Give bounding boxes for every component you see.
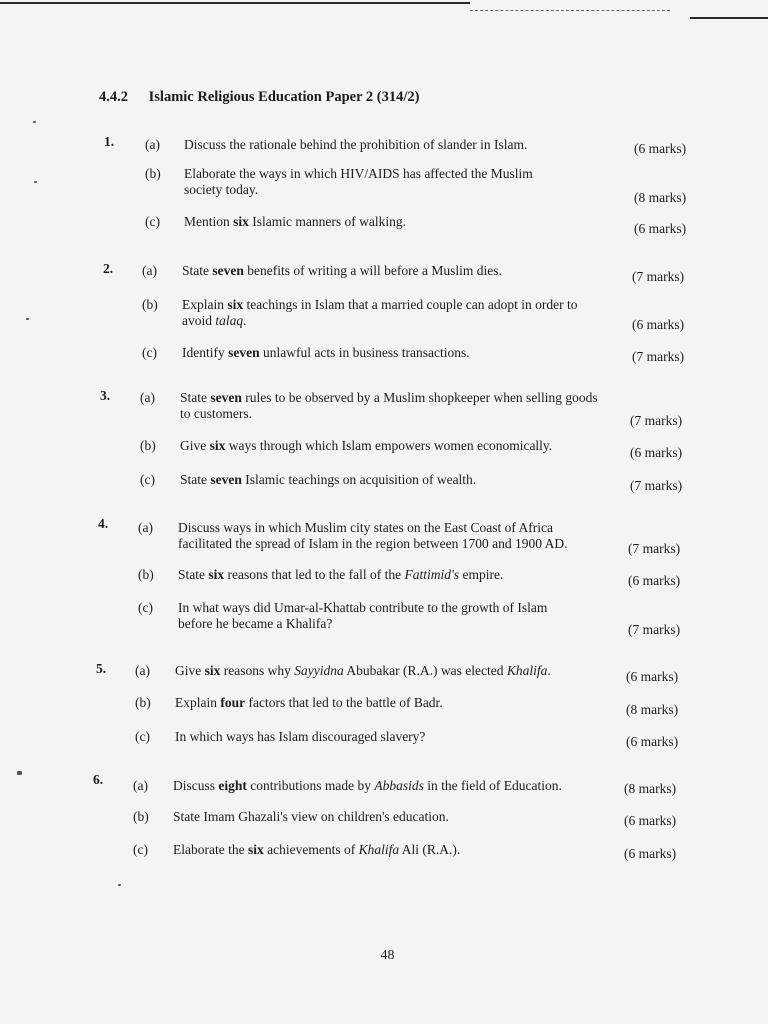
emphasis-bold: six [209, 438, 226, 453]
marks-allocation: (8 marks) [624, 781, 677, 796]
emphasis-bold: four [220, 695, 246, 710]
part-label: (b) [138, 567, 154, 582]
scan-speck [34, 181, 37, 183]
question-number: 6. [93, 772, 104, 787]
marks-allocation: (6 marks) [626, 669, 679, 684]
page-number: 48 [380, 948, 395, 963]
paper-title: Islamic Religious Education Paper 2 (314/2) [148, 89, 420, 105]
marks-allocation: (6 marks) [624, 813, 677, 828]
part-label: (a) [142, 263, 157, 278]
marks-allocation: (6 marks) [626, 734, 679, 749]
marks-allocation: (6 marks) [632, 317, 685, 332]
marks-allocation: (6 marks) [628, 573, 681, 588]
emphasis-italic: Khalifa [506, 663, 548, 678]
emphasis-italic: Khalifa [358, 842, 400, 857]
emphasis-italic: Fattimid's [404, 567, 460, 582]
question-number: 2. [103, 261, 114, 276]
emphasis-italic: Abbasids [374, 778, 424, 793]
emphasis-bold: six [247, 842, 264, 857]
scan-speck [17, 771, 22, 775]
marks-allocation: (7 marks) [628, 541, 681, 556]
part-label: (b) [145, 166, 161, 181]
emphasis-italic: talaq [215, 313, 244, 328]
scan-speck [26, 318, 29, 320]
part-label: (c) [135, 729, 150, 744]
question-text: State seven benefits of writing a will before a Muslim dies. [182, 263, 502, 278]
question-text: Discuss the rationale behind the prohibition of slander in Islam. [184, 137, 528, 152]
scan-speck [118, 884, 121, 886]
emphasis-bold: six [233, 214, 249, 229]
question-number: 3. [100, 388, 111, 403]
marks-allocation: (7 marks) [630, 413, 683, 428]
question-text: Explain four factors that led to the battle of Badr. [175, 695, 443, 710]
question-text: Elaborate the ways in which HIV/AIDS has affected the Muslim society today. [184, 166, 533, 197]
part-label: (b) [142, 297, 158, 312]
marks-allocation: (7 marks) [628, 622, 681, 637]
marks-allocation: (7 marks) [632, 349, 685, 364]
part-label: (c) [145, 214, 160, 229]
question-text: State seven Islamic teachings on acquisition of wealth. [180, 472, 477, 487]
marks-allocation: (6 marks) [634, 221, 687, 236]
question-text: In what ways did Umar-al-Khattab contribute to the growth of Islam before he became a Khalifa? [178, 600, 548, 631]
part-label: (b) [135, 695, 151, 710]
page-heading [99, 89, 419, 106]
marks-allocation: (6 marks) [624, 846, 677, 861]
part-label: (c) [142, 345, 157, 360]
question-text: Identify seven unlawful acts in business transactions. [182, 345, 470, 360]
question-text: Explain six teachings in Islam that a married couple can adopt in order to avoid talaq. [182, 297, 578, 328]
emphasis-bold: six [208, 567, 225, 582]
question-number: 4. [98, 516, 109, 531]
part-label: (a) [135, 663, 150, 678]
part-label: (c) [133, 842, 148, 857]
question-text: Mention six Islamic manners of walking. [184, 214, 406, 229]
question-text: State seven rules to be observed by a Muslim shopkeeper when selling goods to customers. [180, 390, 598, 421]
question-text: Discuss eight contributions made by Abbasids in the field of Education. [173, 778, 562, 793]
emphasis-bold: seven [210, 390, 242, 405]
part-label: (a) [138, 520, 153, 535]
emphasis-bold: seven [228, 345, 260, 360]
part-label: (a) [133, 778, 148, 793]
emphasis-bold: eight [218, 778, 247, 793]
marks-allocation: (7 marks) [632, 269, 685, 284]
question-text: State six reasons that led to the fall of the Fattimid's empire. [178, 567, 504, 582]
question-text: Give six ways through which Islam empowers women economically. [180, 438, 553, 453]
scan-right-rule [690, 17, 768, 19]
part-label: (c) [140, 472, 155, 487]
scan-speck [33, 121, 36, 123]
part-label: (c) [138, 600, 153, 615]
question-text: Discuss ways in which Muslim city states on the East Coast of Africa facilitated the spread of Islam in the region between 1700 and 1900 AD. [178, 520, 568, 551]
part-label: (a) [145, 137, 160, 152]
scan-dashed-rule [470, 10, 670, 11]
part-label: (b) [133, 809, 149, 824]
emphasis-bold: seven [212, 263, 244, 278]
marks-allocation: (6 marks) [634, 141, 687, 156]
emphasis-italic: Sayyidna [294, 663, 344, 678]
question-number: 5. [96, 661, 107, 676]
section-code: 4.4.2 [99, 89, 128, 105]
question-text: Elaborate the six achievements of Khalifa Ali (R.A.). [173, 842, 461, 857]
marks-allocation: (6 marks) [630, 445, 683, 460]
question-text: State Imam Ghazali's view on children's education. [173, 809, 449, 824]
marks-allocation: (8 marks) [626, 702, 679, 717]
marks-allocation: (8 marks) [634, 190, 687, 205]
emphasis-bold: seven [210, 472, 242, 487]
part-label: (b) [140, 438, 156, 453]
question-text: In which ways has Islam discouraged slavery? [175, 729, 426, 744]
emphasis-bold: six [204, 663, 221, 678]
scan-top-rule [0, 2, 470, 4]
emphasis-bold: six [227, 297, 244, 312]
question-number: 1. [104, 134, 115, 149]
part-label: (a) [140, 390, 155, 405]
marks-allocation: (7 marks) [630, 478, 683, 493]
question-text: Give six reasons why Sayyidna Abubakar (R.A.) was elected Khalifa. [175, 663, 551, 678]
